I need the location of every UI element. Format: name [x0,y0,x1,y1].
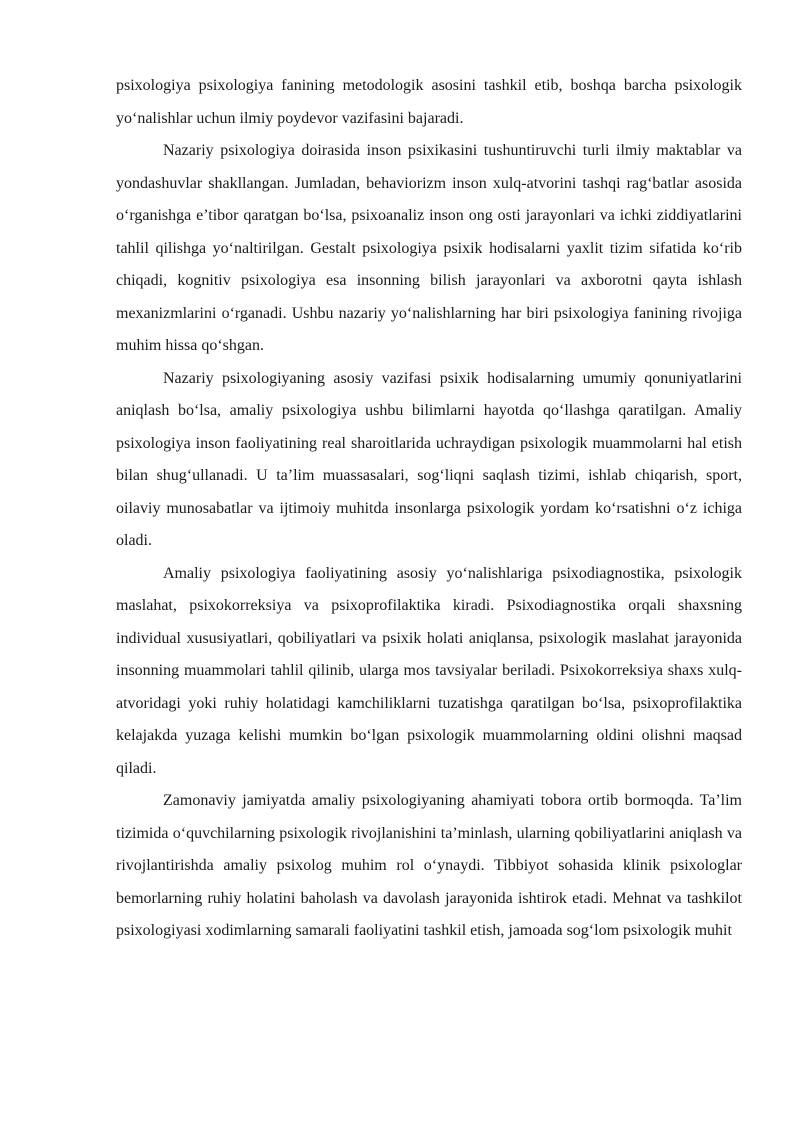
paragraph-modern-society: Zamonaviy jamiyatda amaliy psixologiyaning ahamiyati tobora ortib bormoqda. Ta’lim tizimida o‘quvchilarning psixologik rivojlanishini ta’minlash, ularning qobiliyatlarini aniqlash va rivojlantirishda amaliy psixolog muhim rol o‘ynaydi. Tibbiyot sohasida klinik psixologlar bemorlarning ruhiy holatini baholash va davolash jarayonida ishtirok etadi. Mehnat va tashkilot psixologiyasi xodimlarning samarali faoliyatini tashkil etish, jamoada sog‘lom psixologik muhit [116,792,742,939]
paragraph-applied-directions: Amaliy psixologiya faoliyatining asosiy yo‘nalishlariga psixodiagnostika, psixologik maslahat, psixokorreksiya va psixoprofilaktika kiradi. Psixodiagnostika orqali shaxsning individual xususiyatlari, qobiliyatlari va psixik holati aniqlansa, psixologik maslahat jarayonida insonning muammolari tahlil qilinib, ularga mos tavsiyalar beriladi. Psixokorreksiya shaxs xulq-atvoridagi yoki ruhiy holatidagi kamchiliklarni tuzatishga qaratilgan bo‘lsa, psixoprofilaktika kelajakda yuzaga kelishi mumkin bo‘lgan psixologik muammolarning oldini olishni maqsad qiladi. [116,564,742,777]
paragraph-applied-psychology: Nazariy psixologiyaning asosiy vazifasi psixik hodisalarning umumiy qonuniyatlarini aniqlash bo‘lsa, amaliy psixologiya ushbu bilimlarni hayotda qo‘llashga qaratilgan. Amaliy psixologiya inson faoliyatining real sharoitlarida uchraydigan psixologik muammolarni hal etish bilan shug‘ullanadi. U ta’lim muassasalari, sog‘liqni saqlash tizimi, ishlab chiqarish, sport, oilaviy munosabatlar va ijtimoiy muhitda insonlarga psixologik yordam ko‘rsatishni o‘z ichiga oladi. [116,369,742,549]
paragraph-continuation: psixologiya psixologiya fanining metodologik asosini tashkil etib, boshqa barcha psixologik yo‘nalishlar uchun ilmiy poydevor vazifasini bajaradi. [116,77,742,127]
paragraph-theoretical-schools: Nazariy psixologiya doirasida inson psixikasini tushuntiruvchi turli ilmiy maktablar va yondashuvlar shakllangan. Jumladan, behaviorizm inson xulq-atvorini tashqi rag‘batlar asosida o‘rganishga e’tibor qaratgan bo‘lsa, psixoanaliz inson ong osti jarayonlari va ichki ziddiyatlarini tahlil qilishga yo‘naltirilgan. Gestalt psixologiya psixik hodisalarni yaxlit tizim sifatida ko‘rib chiqadi, kognitiv psixologiya esa insonning bilish jarayonlari va axborotni qayta ishlash mexanizmlarini o‘rganadi. Ushbu nazariy yo‘nalishlarning har biri psixologiya fanining rivojiga muhim hissa qo‘shgan. [116,142,742,354]
document-page [116,70,742,948]
